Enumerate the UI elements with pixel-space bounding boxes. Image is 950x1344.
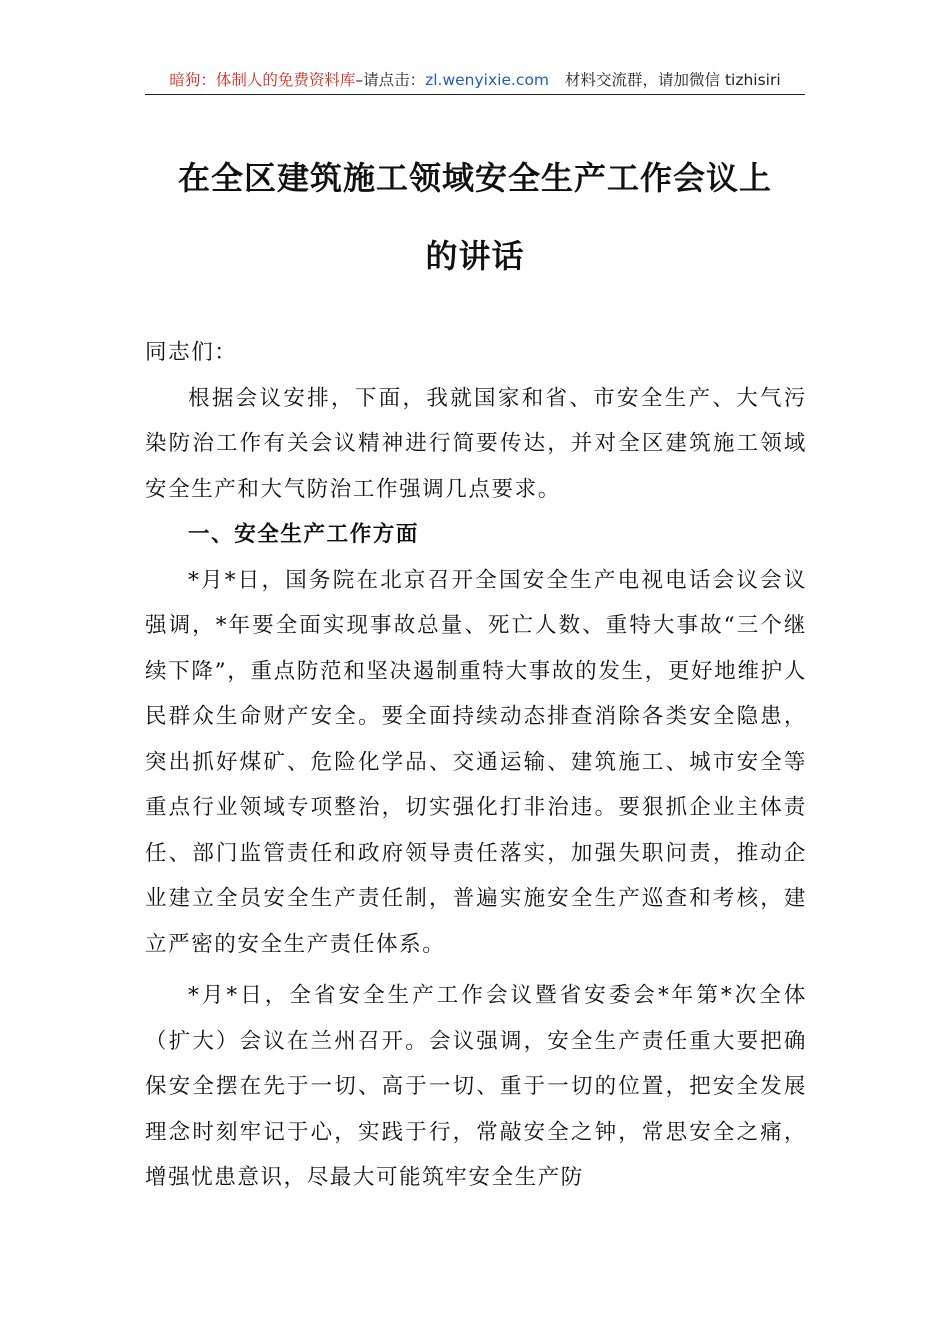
document-title	[145, 158, 805, 276]
paragraph-1: *月*日，国务院在北京召开全国安全生产电视电话会议会议强调，*年要全面实现事故总量、死亡人数、重特大事故“三个继续下降”，重点防范和坚决遏制重特大事故的发生，更好地维护人民群众生命财产安全。要全面持续动态排查消除各类安全隐患，突出抓好煤矿、危险化学品、交通运输、建筑施工、城市安全等重点行业领域专项整治，切实强化打非治违。要狠抓企业主体责任、部门监管责任和政府领导责任落实，加强失职问责，推动企业建立全员安全生产责任制，普遍实施安全生产巡查和考核，建立严密的安全生产责任体系。	[145, 567, 807, 957]
document-body	[145, 330, 807, 1201]
header-prompt: –请点击：	[355, 71, 426, 89]
title-line-1: 在全区建筑施工领域安全生产工作会议上	[177, 159, 772, 197]
header-contact: 材料交流群，请加微信 tizhisiri	[565, 71, 781, 89]
header-url-link[interactable]: zl.wenyixie.com	[425, 71, 550, 89]
header-brand: 暗狗：体制人的免费资料库	[169, 71, 356, 89]
paragraph-2: *月*日，全省安全生产工作会议暨省安委会*年第*次全体（扩大）会议在兰州召开。会议强调，安全生产责任重大要把确保安全摆在先于一切、高于一切、重于一切的位置，把安全发展理念时刻牢记于心，实践于行，常敲安全之钟，常思安全之痛，增强忧患意识，尽最大可能筑牢安全生产防	[145, 983, 807, 1190]
page-header	[145, 66, 805, 95]
title-line-2: 的讲话	[425, 237, 525, 275]
intro-paragraph: 根据会议安排，下面，我就国家和省、市安全生产、大气污染防治工作有关会议精神进行简要传达，并对全区建筑施工领域安全生产和大气防治工作强调几点要求。	[145, 385, 807, 502]
section-heading-1: 一、安全生产工作方面	[188, 522, 420, 547]
salutation: 同志们：	[145, 340, 238, 365]
